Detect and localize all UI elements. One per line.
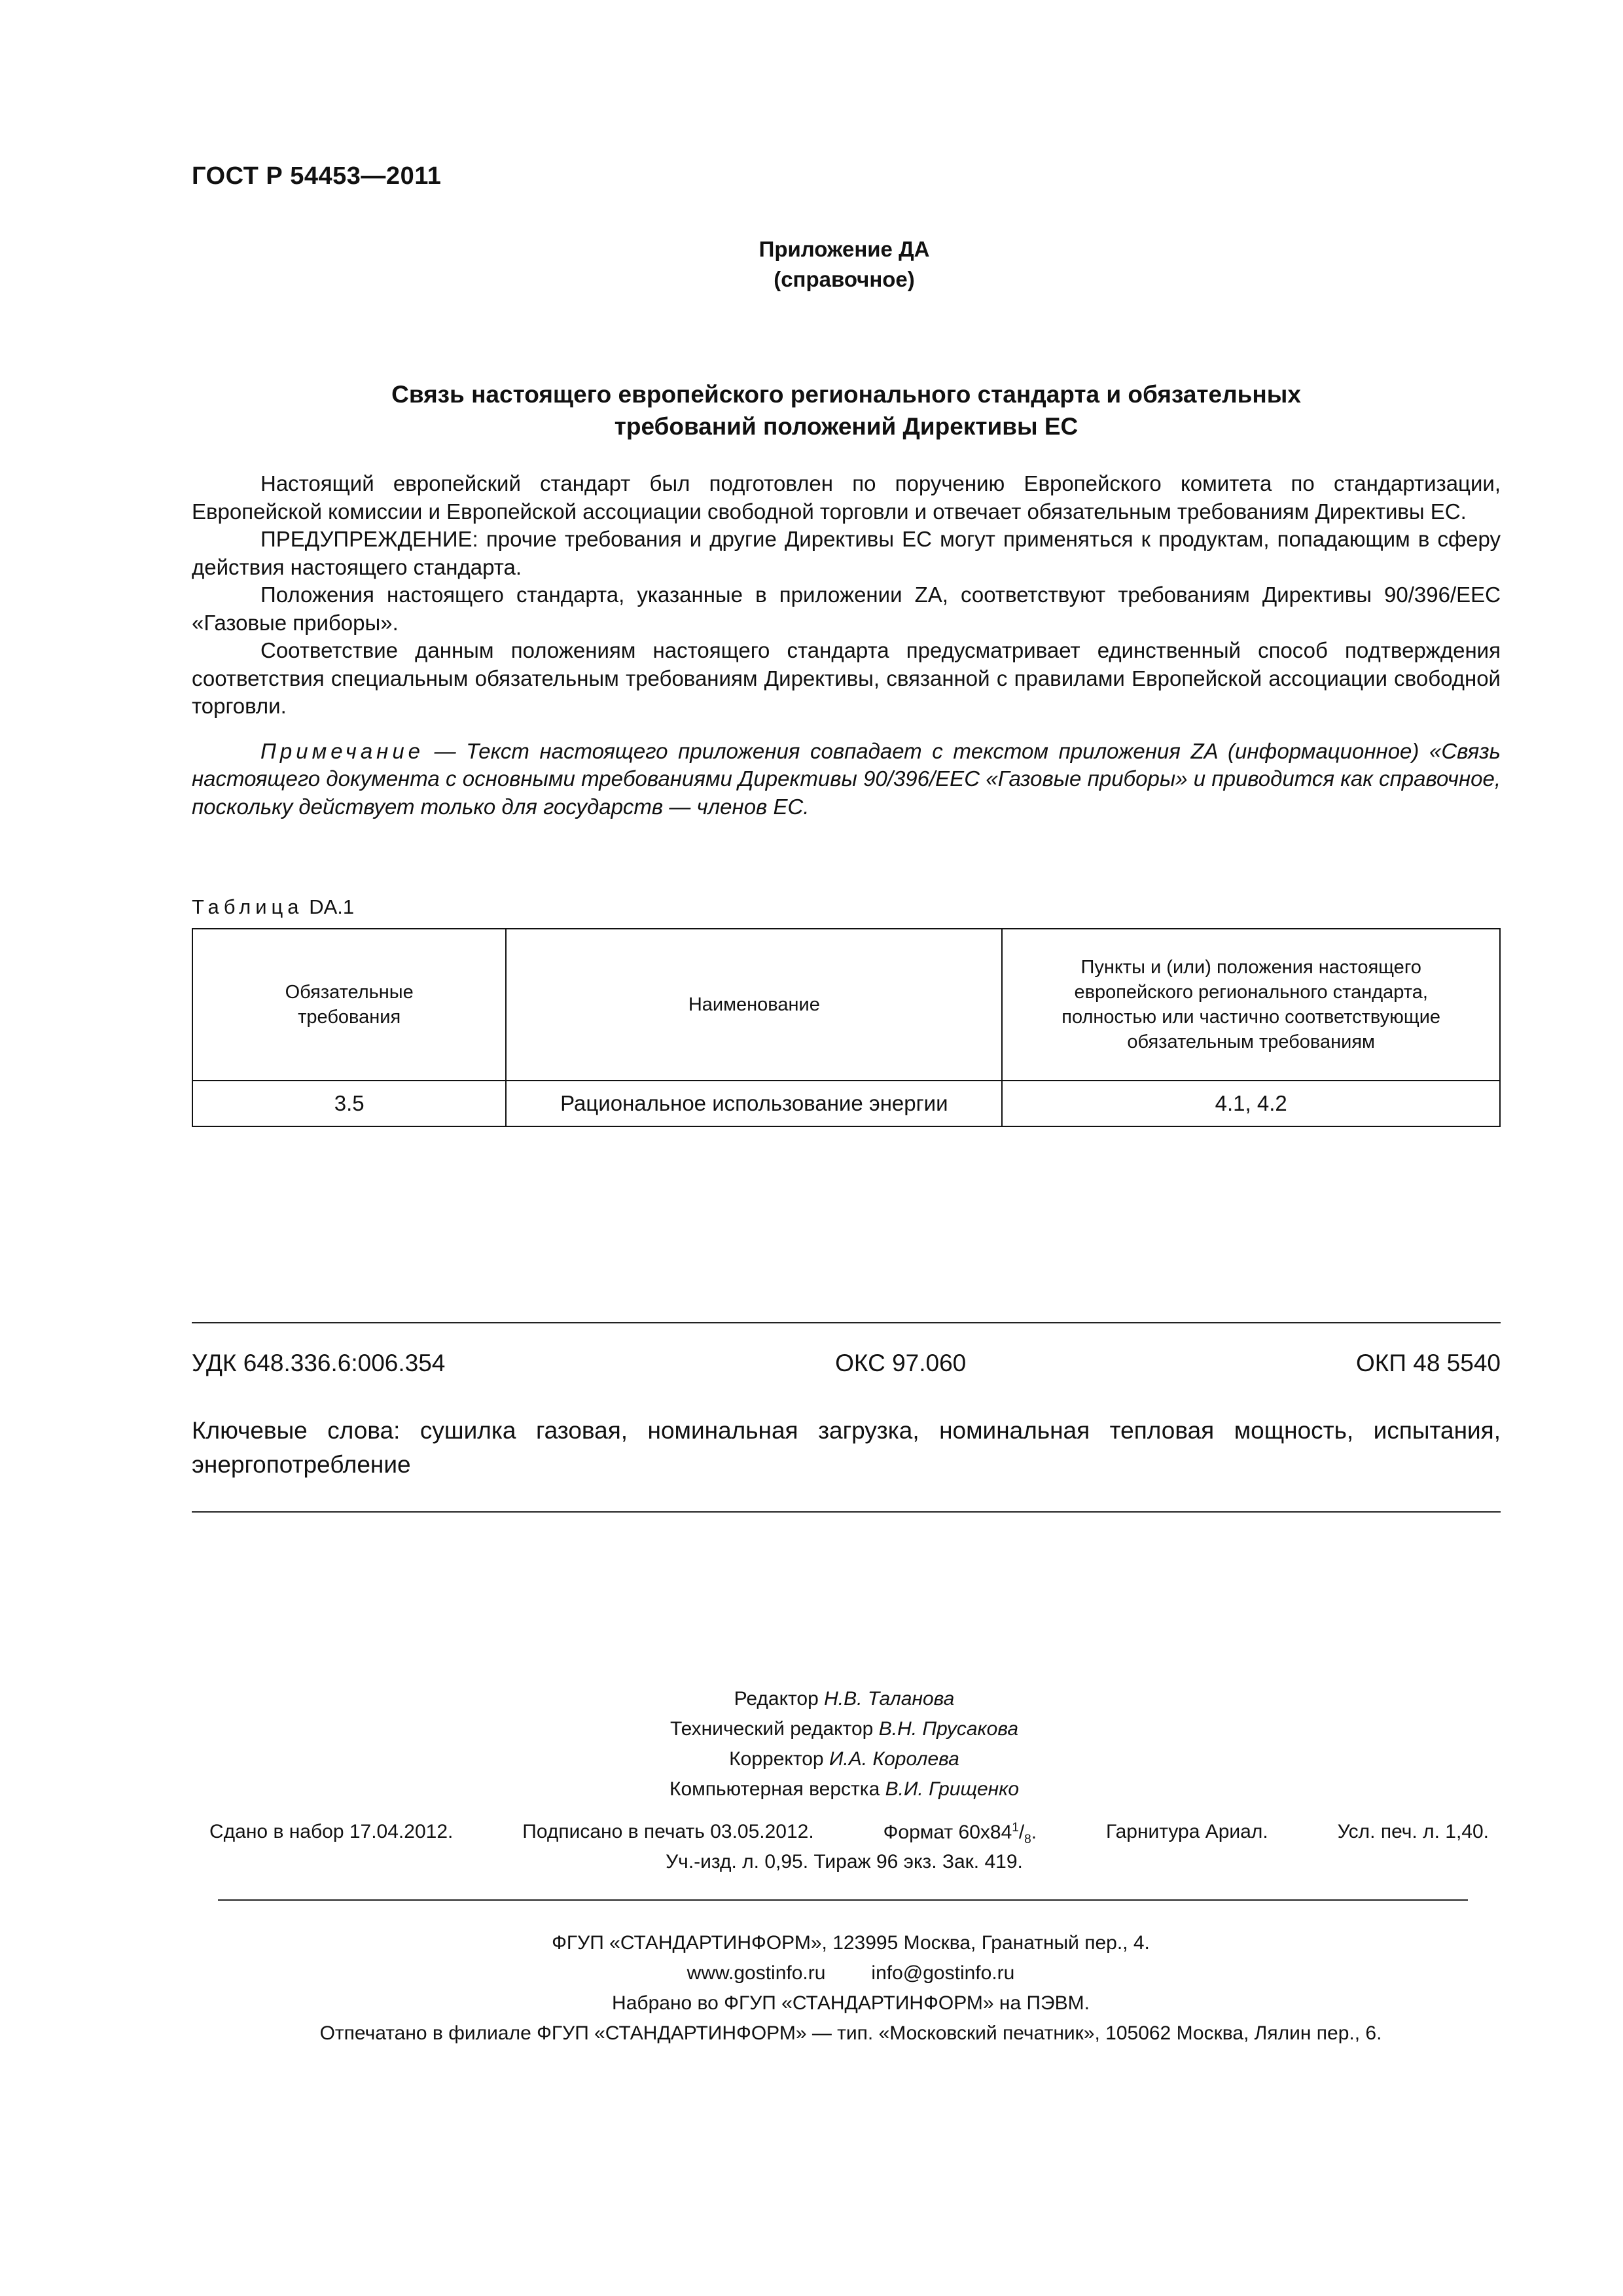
publisher-address: ФГУП «СТАНДАРТИНФОРМ», 123995 Москва, Гранатный пер., 4. bbox=[552, 1932, 1150, 1954]
oks-code: ОКС 97.060 bbox=[835, 1350, 967, 1376]
typeface: Гарнитура Ариал. bbox=[1106, 1821, 1268, 1842]
paragraph: Соответствие данным положениям настоящего стандарта предусматривает единственный способ подтверждения соответствия специальным обязательным требованиям Директивы, связанной с правилами Европейской ассоциации свободной торговли. bbox=[192, 638, 1501, 718]
udk-code: УДК 648.336.6:006.354 bbox=[192, 1350, 446, 1376]
section-title-line: Связь настоящего европейского регионального стандарта и обязательных bbox=[391, 381, 1301, 408]
email-link[interactable]: info@gostinfo.ru bbox=[871, 1962, 1015, 1984]
website-link[interactable]: www.gostinfo.ru bbox=[687, 1962, 826, 1984]
table-row bbox=[192, 1081, 1500, 1126]
paragraph: Настоящий европейский стандарт был подготовлен по поручению Европейского комитета по стандартизации, Европейской комиссии и Европейской ассоциации свободной торговли и отвечает обязательным требованиям Директивы ЕС. bbox=[192, 471, 1501, 524]
edition-sheets: Уч.-изд. л. 0,95. bbox=[666, 1851, 809, 1873]
staff-line: Корректор И.А. Королева bbox=[729, 1748, 959, 1770]
table-caption-word: Таблица bbox=[192, 895, 304, 918]
table-cell: Рациональное использование энергии bbox=[506, 1081, 1002, 1126]
okp-code: ОКП 48 5540 bbox=[1356, 1350, 1501, 1376]
staff-line: Технический редактор В.Н. Прусакова bbox=[669, 1718, 1019, 1740]
note bbox=[192, 738, 1501, 821]
table-header-row bbox=[192, 929, 1500, 1081]
note-label: Примечание bbox=[260, 738, 425, 763]
table-cell: 4.1, 4.2 bbox=[1002, 1081, 1500, 1126]
paragraph: ПРЕДУПРЕЖДЕНИЕ: прочие требования и другие Директивы ЕС могут применяться к продуктам, попадающим в сферу действия настоящего стандарта. bbox=[192, 527, 1501, 579]
staff-line: Редактор Н.В. Таланова bbox=[734, 1688, 955, 1710]
submitted-date: Сдано в набор 17.04.2012. bbox=[209, 1821, 454, 1842]
classification-row bbox=[192, 1350, 1501, 1377]
divider bbox=[218, 1899, 1468, 1901]
section-title bbox=[192, 378, 1501, 442]
table-caption-id: DA.1 bbox=[309, 895, 355, 918]
print-sheets: Усл. печ. л. 1,40. bbox=[1337, 1821, 1489, 1842]
document-number: ГОСТ Р 54453—2011 bbox=[192, 162, 442, 190]
table-caption bbox=[192, 895, 354, 919]
annex-kind: (справочное) bbox=[774, 267, 915, 291]
printed-note: Отпечатано в филиале ФГУП «СТАНДАРТИНФОРМ» — тип. «Московский печатник», 105062 Москва, Лялин пер., 6. bbox=[319, 2022, 1382, 2044]
staff-list bbox=[0, 1684, 1623, 1804]
requirements-table bbox=[192, 928, 1501, 1127]
table-header-cell: Наименование bbox=[506, 929, 1002, 1081]
printing-info bbox=[209, 1821, 1489, 1847]
order-number: Зак. 419. bbox=[942, 1851, 1023, 1873]
annex-title: Приложение ДА bbox=[758, 237, 930, 261]
publisher-block bbox=[0, 1928, 1623, 2049]
note-text: — Текст настоящего приложения совпадает с текстом приложения ZA (информационное) «Связь настоящего документа с основными требованиями Директивы 90/396/ЕЕС «Газовые приборы» и приводится как справочное, поскольку действует только для государств — членов ЕС. bbox=[192, 738, 1501, 819]
table-cell: 3.5 bbox=[192, 1081, 506, 1126]
print-run: Тираж 96 экз. bbox=[813, 1851, 937, 1873]
divider bbox=[192, 1511, 1501, 1513]
signed-date: Подписано в печать 03.05.2012. bbox=[522, 1821, 814, 1842]
table-header-cell: Пункты и (или) положения настоящего европейского регионального стандарта, полностью или частично соответствующие обязательным требованиям bbox=[1002, 929, 1500, 1081]
staff-line: Компьютерная верстка В.И. Грищенко bbox=[669, 1778, 1020, 1800]
keywords: Ключевые слова: сушилка газовая, номинальная загрузка, номинальная тепловая мощность, испытания, энергопотребление bbox=[192, 1417, 1501, 1478]
divider bbox=[192, 1322, 1501, 1323]
publisher-contacts bbox=[0, 1958, 1623, 1988]
section-title-line: требований положений Директивы ЕС bbox=[614, 413, 1079, 440]
typeset-note: Набрано во ФГУП «СТАНДАРТИНФОРМ» на ПЭВМ. bbox=[612, 1992, 1090, 2014]
body-text bbox=[192, 470, 1501, 821]
table-header-cell: Обязательные требования bbox=[192, 929, 506, 1081]
paper-format: Формат $60x84^1/_8$. bbox=[883, 1821, 1037, 1846]
printing-info-2 bbox=[0, 1851, 1623, 1873]
paragraph: Положения настоящего стандарта, указанные в приложении ZA, соответствуют требованиям Директивы 90/396/ЕЕС «Газовые приборы». bbox=[192, 583, 1501, 635]
